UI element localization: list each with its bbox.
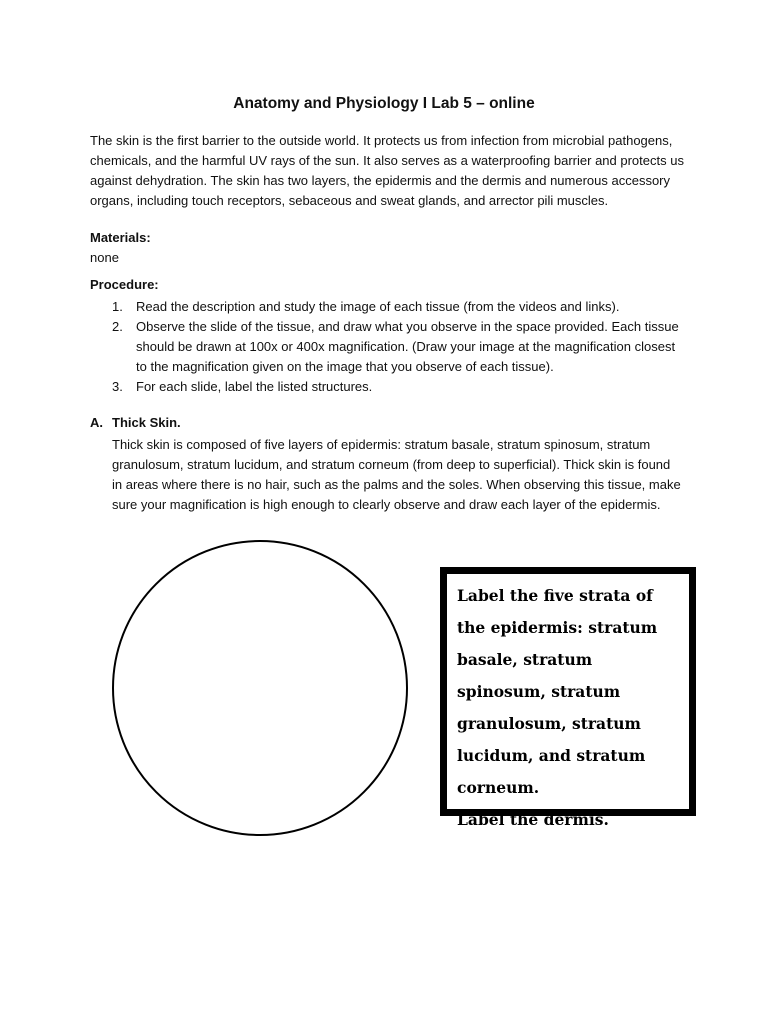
procedure-steps bbox=[90, 297, 680, 397]
section-a-body: Thick skin is composed of five layers of epidermis: stratum basale, stratum spinosum, stratum granulosum, stratum lucidum, and stratum corneum (from deep to superficial). Thick skin is found in areas where there is no hair, such as the palms and the soles. When observing this tissue, make sure your magnification is high enough to clearly observe and draw each layer of the epidermis. bbox=[112, 437, 681, 512]
step-text: Read the description and study the image of each tissue (from the videos and links). bbox=[136, 299, 620, 314]
drawing-area-circle[interactable] bbox=[112, 540, 408, 836]
step-number: 1. bbox=[112, 299, 123, 314]
label-instruction-strata: Label the five strata of the epidermis: stratum basale, stratum spinosum, stratum granulosum, stratum lucidum, and stratum corneum. bbox=[457, 586, 658, 797]
procedure-step bbox=[90, 377, 680, 397]
label-instructions-box bbox=[440, 567, 696, 829]
materials-label: Materials: bbox=[90, 230, 151, 245]
label-instruction-dermis: Label the dermis. bbox=[457, 810, 609, 829]
step-number: 2. bbox=[112, 319, 123, 334]
procedure-step bbox=[90, 297, 680, 317]
step-text: For each slide, label the listed structures. bbox=[136, 379, 373, 394]
step-text: Observe the slide of the tissue, and draw what you observe in the space provided. Each tissue should be drawn at 100x or 400x magnification. (Draw your image at the magnification closest to the magnification given on the image that you observe of each tissue). bbox=[136, 319, 679, 374]
section-letter: A. bbox=[90, 415, 103, 430]
procedure-label: Procedure: bbox=[90, 277, 159, 292]
materials-value: none bbox=[90, 250, 119, 265]
page-title: Anatomy and Physiology I Lab 5 – online bbox=[233, 95, 535, 112]
intro-paragraph: The skin is the first barrier to the outside world. It protects us from infection from microbial pathogens, chemicals, and the harmful UV rays of the sun. It also serves as a waterproofing barrier and protects us against dehydration. The skin has two layers, the epidermis and the dermis and numerous accessory organs, including touch receptors, sebaceous and sweat glands, and arrector pili muscles. bbox=[90, 133, 684, 208]
step-number: 3. bbox=[112, 379, 123, 394]
section-a-heading bbox=[90, 415, 181, 430]
procedure-step bbox=[90, 317, 680, 377]
section-title: Thick Skin. bbox=[112, 415, 181, 430]
